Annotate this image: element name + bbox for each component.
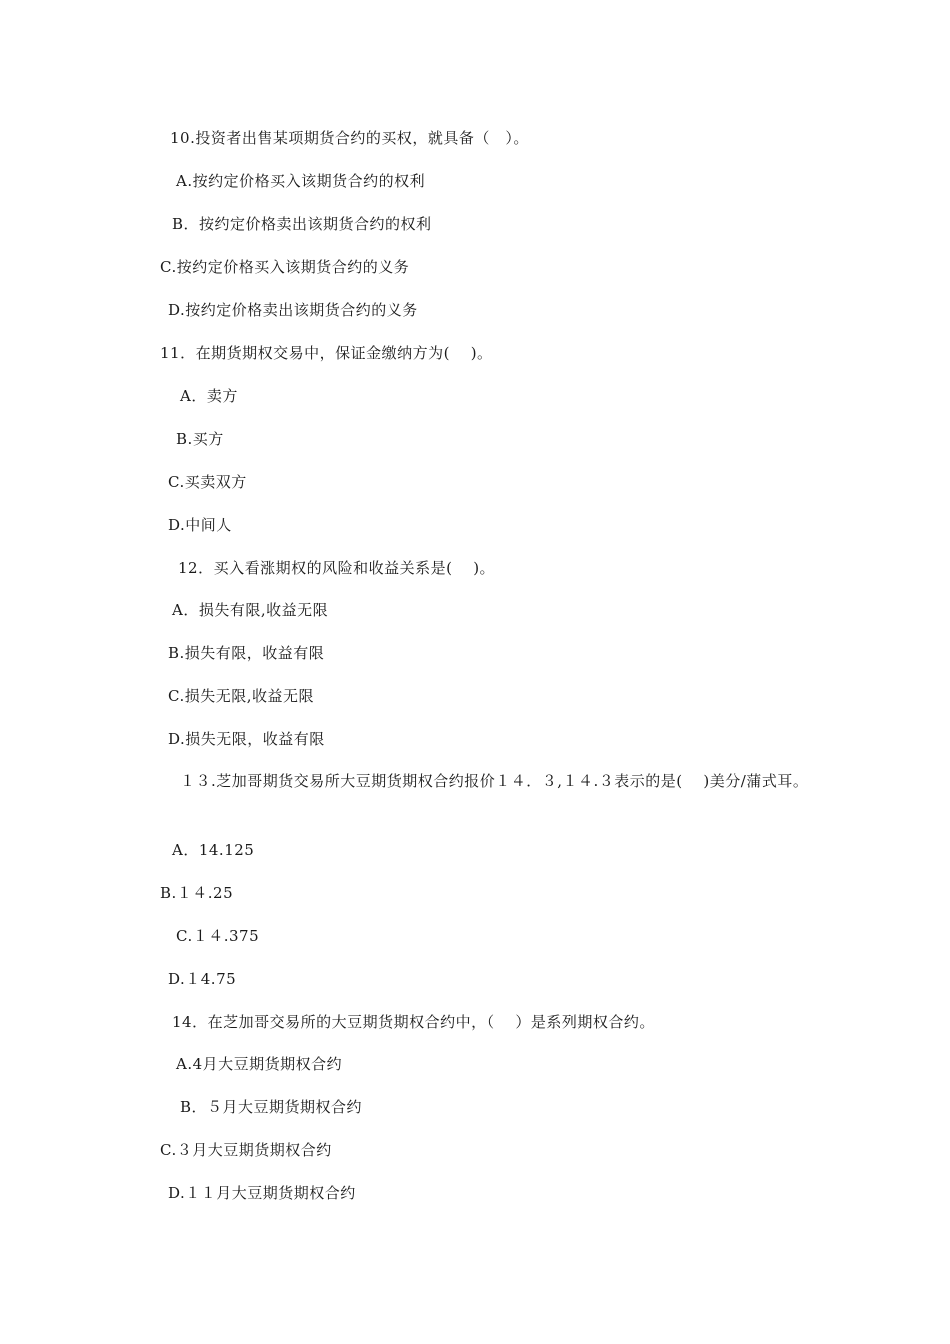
option-12-b: B.损失有限，收益有限 bbox=[168, 644, 325, 662]
option-13-b: B.１４.25 bbox=[160, 884, 234, 902]
option-12-d: D.损失无限，收益有限 bbox=[168, 730, 325, 748]
option-14-b: B．５月大豆期货期权合约 bbox=[180, 1098, 363, 1116]
question-14: 14．在芝加哥交易所的大豆期货期权合约中，（ ）是系列期权合约。 bbox=[172, 1013, 655, 1031]
option-13-a: A．14.125 bbox=[172, 841, 255, 859]
option-11-a: A．卖方 bbox=[180, 387, 238, 405]
option-10-c: C.按约定价格买入该期货合约的义务 bbox=[160, 258, 410, 276]
question-12: 12．买入看涨期权的风险和收益关系是( )。 bbox=[178, 559, 496, 577]
option-13-d: D.１4.75 bbox=[168, 970, 237, 988]
question-10: 10.投资者出售某项期货合约的买权，就具备（ ）。 bbox=[170, 129, 529, 147]
option-11-b: B.买方 bbox=[176, 430, 224, 448]
option-14-c: C.３月大豆期货期权合约 bbox=[160, 1141, 332, 1159]
question-13: １３.芝加哥期货交易所大豆期货期权合约报价１４．３,１４.３表示的是( )美分/蒲式耳。 bbox=[180, 772, 809, 790]
option-10-b: B．按约定价格卖出该期货合约的权利 bbox=[172, 215, 432, 233]
option-12-c: C.损失无限,收益无限 bbox=[168, 687, 314, 705]
option-10-a: A.按约定价格买入该期货合约的权利 bbox=[176, 172, 426, 190]
option-10-d: D.按约定价格卖出该期货合约的义务 bbox=[168, 301, 418, 319]
option-14-a: A.4月大豆期货期权合约 bbox=[176, 1055, 343, 1073]
question-11: 11．在期货期权交易中，保证金缴纳方为( )。 bbox=[160, 344, 493, 362]
option-14-d: D.１１月大豆期货期权合约 bbox=[168, 1184, 356, 1202]
option-13-c: C.１４.375 bbox=[176, 927, 260, 945]
option-11-c: C.买卖双方 bbox=[168, 473, 247, 491]
option-12-a: A．损失有限,收益无限 bbox=[172, 601, 329, 619]
option-11-d: D.中间人 bbox=[168, 516, 232, 534]
